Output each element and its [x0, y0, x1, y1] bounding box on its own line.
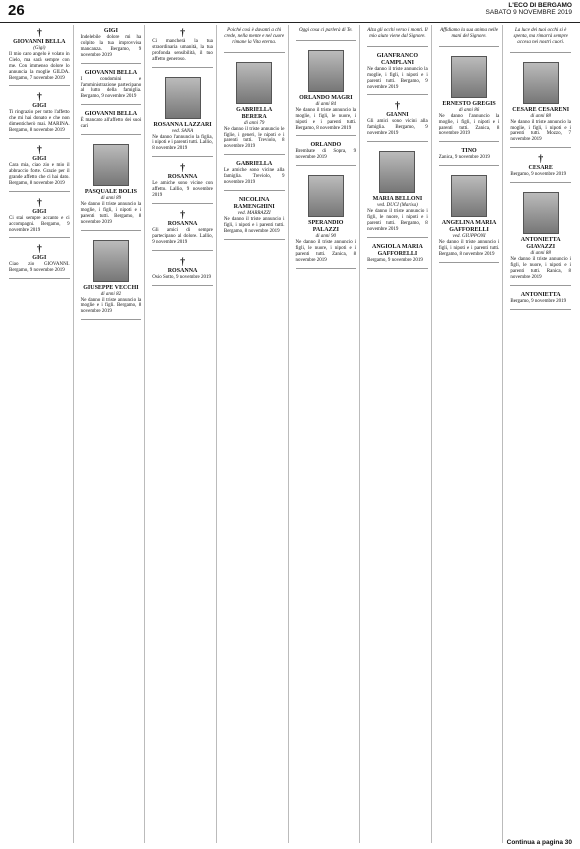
deceased-name: ROSANNA: [167, 174, 198, 181]
notice-text: Ne danno l'annuncio la figlia, i nipoti e i parenti tutti. Lallio, 8 novembre 2019: [152, 134, 213, 152]
notice-text: Gli amici sono vicini alla famiglia. Bergamo, 9 novembre 2019: [367, 119, 428, 137]
notice-text: Bergamo, 9 novembre 2019: [367, 257, 423, 263]
obituary-notice: [439, 50, 500, 143]
notice-text: Ne danno il triste annuncio la moglie, i figli, le nuore, i nipoti e i parenti tutti. Bergamo, 8 novembre 2019: [295, 107, 357, 131]
deceased-name: GIOVANNI BELLA: [84, 69, 138, 76]
deceased-name: SPERANDIO PALAZZI: [308, 220, 344, 234]
notice-text: Ne danno il triste annuncio la moglie, i figli, i nipoti e i parenti tutti. Bergamo, 9 novembre 2019: [367, 66, 428, 90]
notice-text: Ne danno il triste annuncio i figli, le nuore, i nipoti e i parenti tutti. Ranica, 8 novembre 2019: [510, 257, 571, 280]
notice-text: Ne danno il triste annuncio i figli, i nipoti e i parenti tutti. Bergamo, 8 novembre 2019: [223, 216, 285, 234]
cross-icon: †: [36, 28, 42, 39]
portrait-photo: [523, 62, 559, 104]
obituary-notice: [510, 289, 571, 310]
deceased-name: GIGI: [32, 255, 47, 262]
notice-text: Ci mancherà la tua straordinaria umanità, la tua profonda sensibilità, il tuo affetto generoso.: [152, 39, 213, 62]
obituary-notice: [510, 56, 571, 149]
obituary-notice: [367, 98, 428, 142]
notice-text: Osio Sotto, 9 novembre 2019: [152, 274, 211, 280]
column-7: [436, 25, 504, 843]
column-3: [149, 25, 217, 843]
name-subtitle: di anni 86: [458, 107, 480, 113]
deceased-name: CESARE: [528, 165, 553, 172]
deceased-name: ORLANDO: [310, 142, 342, 149]
deceased-name: ERNESTO GREGIS: [442, 100, 496, 107]
portrait-photo: [523, 192, 559, 234]
deceased-name: NICOLINA RAMENGHINI: [233, 196, 275, 210]
portrait-photo: [451, 175, 487, 217]
cross-icon: †: [394, 101, 400, 113]
name-subtitle: di anni 88: [530, 251, 551, 257]
portrait-photo: [165, 77, 201, 119]
obituary-notice: [439, 169, 500, 263]
notice-text: Brembate di Sopra, 9 novembre 2019: [295, 149, 357, 161]
name-subtitle: di anni 89: [100, 196, 122, 202]
name-subtitle: (Gigi): [33, 46, 46, 51]
notice-text: Ciao zio GIOVANNI. Bergamo, 9 novembre 2019: [9, 262, 70, 274]
notice-text: Il mio caro angelo è volato in Cielo, ma sarà sempre con me. Con immenso dolore lo annuncia la moglie GILDA. Bergamo, 7 novembre 2019: [9, 51, 70, 81]
obituary-notice: [81, 108, 142, 135]
notice-text: Zanica, 9 novembre 2019: [438, 155, 490, 161]
obituary-notice: [224, 194, 285, 240]
obituary-notice: [510, 25, 571, 53]
notice-text: I condomini e l'amministrazione partecipano al lutto della famiglia. Bergamo, 9 novembre 2019: [80, 76, 142, 100]
obituary-notice: [367, 145, 428, 238]
cross-icon: †: [538, 154, 544, 166]
deceased-name: GIOVANNI BELLA: [84, 111, 138, 118]
page-number: 26: [8, 2, 25, 19]
obituary-notice: [9, 89, 70, 139]
obituary-notice: [296, 139, 357, 166]
name-subtitle: ved. GIUPPONI: [452, 234, 486, 240]
deceased-name: ANTONIETTA GIAVAZZI: [520, 237, 561, 251]
obituary-notice: [510, 151, 571, 183]
obituary-notice: [296, 25, 357, 41]
deceased-name: GIGI: [32, 103, 47, 110]
obituary-notice: [9, 142, 70, 192]
deceased-name: GIGI: [103, 28, 118, 34]
cross-icon: †: [180, 256, 186, 268]
notice-text: Ne danno il triste annuncio i figli, le nuore, i nipoti e i parenti tutti. Zanica, 8 novembre 2019: [295, 240, 357, 263]
obituary-notice: [152, 71, 213, 158]
deceased-name: ROSANNA: [167, 267, 198, 274]
cross-icon: †: [180, 209, 186, 221]
deceased-name: GIGI: [32, 156, 47, 163]
obituary-notice: [367, 50, 428, 96]
portrait-photo: [93, 144, 129, 186]
notice-text: È mancato all'affetto dei suoi cari: [80, 118, 142, 130]
obituary-notice: [224, 56, 285, 156]
notice-text: Ne danno il triste annuncio le figlie, i generi, le nipoti e i parenti tutti. Treviolo, 8 novembre 2019: [223, 126, 285, 150]
continued-note: Continua a pagina 30: [506, 839, 572, 846]
obituary-notice: [296, 169, 357, 269]
notice-text: Bergamo, 9 novembre 2019: [510, 172, 567, 178]
notice-text: Ne danno il triste annuncio la moglie, i figli, i nipoti e i parenti tutti. Mozzo, 7 novembre 2019: [510, 119, 571, 143]
deceased-name: ANGELINA MARIA GAFFORELLI: [441, 220, 497, 234]
deceased-name: PASQUALE BOLIS: [84, 189, 137, 196]
deceased-name: GABRIELLA: [236, 161, 273, 168]
deceased-name: MARIA BELLONI: [372, 196, 423, 203]
column-6: [364, 25, 432, 843]
name-subtitle: di anni 79: [244, 120, 265, 126]
obituary-notice: [367, 25, 428, 47]
portrait-photo: [379, 151, 415, 193]
obituary-notice: [81, 138, 142, 231]
portrait-photo: [236, 62, 272, 104]
portrait-photo: [451, 56, 487, 98]
notice-quote: Poiché così è davanti a chi crede, nella mente e nel cuore rimane la Vita eterna.: [224, 28, 285, 45]
name-subtitle: di anni 84: [315, 101, 336, 107]
notice-text: Ne danno il triste annuncio i figli, i nipoti e i parenti tutti. Bergamo, 8 novembre 2019: [438, 240, 500, 257]
name-subtitle: di anni 90: [315, 234, 336, 240]
obituary-notice: [224, 158, 285, 191]
column-5: [293, 25, 361, 843]
notice-text: Ne danno il triste annuncio la moglie, i figli, i nipoti e i parenti tutti. Bergamo, 8 novembre 2019: [80, 201, 142, 225]
obituary-notice: [152, 160, 213, 204]
page-header: [0, 0, 580, 23]
notice-text: Gli amici di sempre partecipano al dolore. Lallio, 9 novembre 2019: [152, 227, 213, 245]
name-subtitle: di anni 82: [100, 291, 122, 297]
column-8: [507, 25, 574, 843]
notice-text: Ne danno il triste annuncio i figli, le nuore, i nipoti e i parenti tutti. Bergamo, 8 novembre 2019: [367, 209, 428, 232]
obituary-notice: [152, 25, 213, 68]
cross-icon: †: [36, 197, 42, 209]
deceased-name: ROSANNA: [167, 220, 198, 227]
obituary-notice: [439, 145, 500, 166]
notice-quote: Alza gli occhi verso i monti. Il mio aiuto viene dal Signore.: [367, 28, 428, 39]
notice-quote: La luce dei tuoi occhi si è spenta, ma rimarrà sempre accesa nei nostri cuori.: [513, 28, 568, 45]
cross-icon: †: [36, 92, 42, 104]
name-subtitle: ved. MARRAZZI: [237, 210, 271, 216]
notice-text: Ne danno l'annuncio la moglie, i figli, i nipoti e i parenti tutti. Zanica, 8 novembre 2019: [438, 113, 500, 137]
cross-icon: †: [180, 163, 186, 175]
obituary-notice: [224, 25, 285, 53]
column-2: [78, 25, 146, 843]
cross-icon: †: [36, 244, 42, 256]
name-subtitle: ved. SANA: [171, 128, 194, 134]
obituary-notice: [152, 207, 213, 251]
obituary-notice: [81, 67, 142, 106]
obituary-notice: [152, 254, 213, 286]
notice-text: Cara mia, ciao zio e mio il abbraccio forte. Grazie per il grande affetto che ci hai dato. Bergamo, 8 novembre 2019: [9, 163, 70, 186]
deceased-name: CESARE CESARENI: [512, 106, 570, 113]
notice-text: Bergamo, 9 novembre 2019: [510, 298, 567, 304]
notice-text: Ti ringrazio per tutto l'affetto che mi hai donato e che non dimenticherò mai. MARINA. Bergamo, 8 novembre 2019: [9, 110, 70, 134]
obituary-notice: [9, 25, 70, 86]
portrait-photo: [308, 175, 344, 217]
issue-date: SABATO 9 NOVEMBRE 2019: [485, 9, 572, 16]
name-subtitle: ved. DUCI (Marisa): [377, 203, 418, 209]
deceased-name: ROSANNA LAZZARI: [153, 121, 212, 128]
obituary-notice: [439, 25, 500, 47]
notice-quote: Affidiamo la sua anima nelle mani del Signore.: [440, 28, 498, 39]
deceased-name: GIUSEPPE VECCHI: [83, 284, 139, 291]
notice-text: Ci stai sempre accanto e ci accompagni. Bergamo, 9 novembre 2019: [9, 215, 70, 233]
notice-text: Indelebile dolore mi ha colpito la tua improvvisa mancanza. Bergamo, 9 novembre 2019: [80, 35, 142, 58]
notice-quote: Oggi cosa ci parlerà di Te.: [298, 28, 353, 33]
notice-text: Le amiche sono vicine alla famiglia. Treviolo, 9 novembre 2019: [223, 168, 285, 186]
newspaper-name: L'ECO DI BERGAMO: [508, 2, 572, 9]
deceased-name: GABRIELLA BERERA: [236, 106, 273, 120]
column-4: [221, 25, 289, 843]
deceased-name: ANGIOLA MARIA GAFFORELLI: [372, 243, 423, 257]
deceased-name: GIGI: [32, 208, 47, 215]
obituary-columns: [6, 25, 574, 843]
column-1: [6, 25, 74, 843]
portrait-photo: [93, 240, 129, 282]
obituary-notice: [9, 195, 70, 239]
deceased-name: ORLANDO MAGRI: [299, 94, 353, 101]
name-subtitle: di anni 88: [530, 113, 551, 119]
obituary-notice: [510, 186, 571, 286]
obituary-notice: [9, 241, 70, 279]
deceased-name: TINO: [461, 148, 477, 155]
cross-icon: †: [180, 28, 186, 39]
obituary-notice: [81, 234, 142, 321]
obituary-notice: [367, 241, 428, 269]
portrait-photo: [308, 50, 344, 92]
deceased-name: GIANNI: [386, 112, 409, 119]
deceased-name: ANTONIETTA: [520, 291, 561, 298]
masthead: [486, 2, 572, 16]
deceased-name: GIOVANNI BELLA: [13, 39, 66, 45]
obituary-notice: [81, 25, 142, 64]
cross-icon: †: [36, 145, 42, 157]
deceased-name: GIANFRANCO CAMPLANI: [376, 52, 419, 66]
obituary-notice: [296, 44, 357, 137]
notice-text: Ne danno il triste annuncio la moglie e i figli. Bergamo, 8 novembre 2019: [80, 297, 142, 315]
notice-text: Le amiche sono vicine con affetto. Lallio, 9 novembre 2019: [152, 181, 213, 199]
